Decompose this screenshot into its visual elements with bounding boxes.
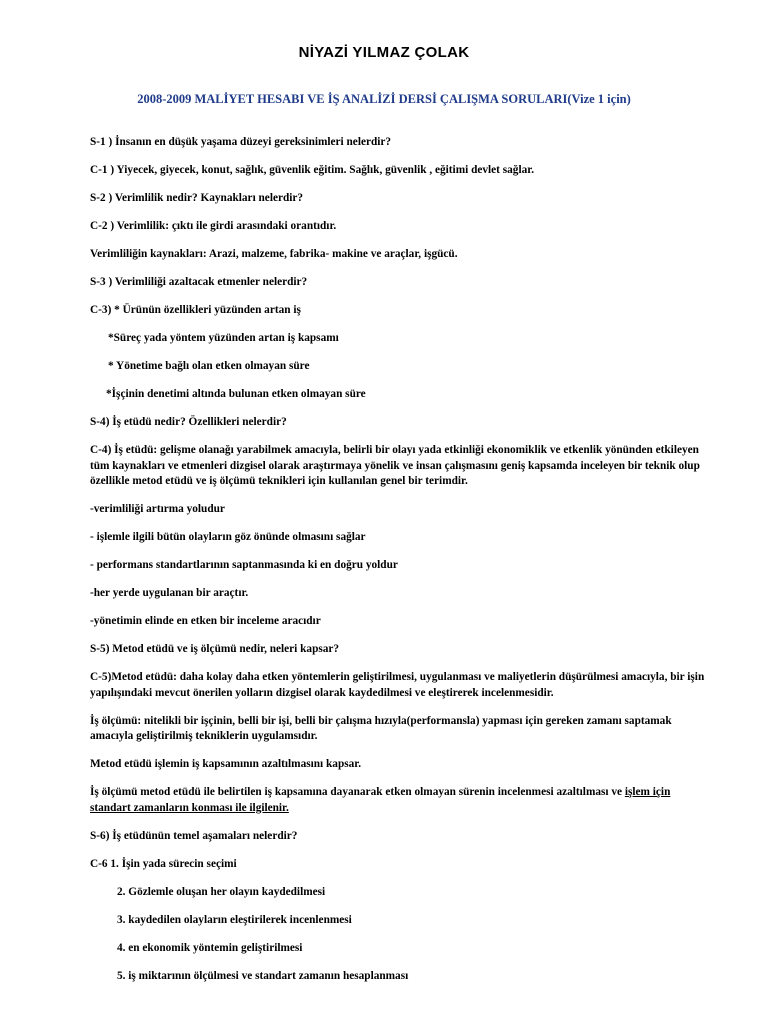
course-title: 2008-2009 MALİYET HESABI VE İŞ ANALİZİ DERSİ ÇALIŞMA SORULARI(Vize 1 için) xyxy=(137,92,631,106)
question-5: S-5) Metod etüdü ve iş ölçümü nedir, neleri kapsar? xyxy=(90,643,340,655)
answer-6-step-4: 4. en ekonomik yöntemin geliştirilmesi xyxy=(117,941,303,954)
question-6: S-6) İş etüdünün temel aşamaları nelerdir? xyxy=(90,829,298,842)
question-1: S-1 ) İnsanın en düşük yaşama düzeyi gereksinimleri nelerdir? xyxy=(90,136,392,148)
answer-5-underlined-text: işlem için standart zamanların konması ile ilgilenir. xyxy=(90,786,671,814)
answer-2: C-2 ) Verimlilik: çıktı ile girdi arasındaki orantıdır. xyxy=(90,220,337,232)
answer-1: C-1 ) Yiyecek, giyecek, konut, sağlık, güvenlik eğitim. Sağlık, güvenlik , eğitimi devlet sağlar. xyxy=(90,164,535,176)
question-4: S-4) İş etüdü nedir? Özellikleri nelerdir? xyxy=(90,416,287,428)
question-3: S-3 ) Verimliliği azaltacak etmenler nelerdir? xyxy=(90,276,308,288)
answer-5-text: İş ölçümü metod etüdü ile belirtilen iş kapsamına dayanarak etken olmayan sürenin incelenmesi azaltılması ve xyxy=(90,786,625,798)
answer-5-is-olcumu-scope xyxy=(90,785,705,816)
answer-6-step-1: C-6 1. İşin yada sürecin seçimi xyxy=(90,857,237,870)
answer-6-step-2: 2. Gözlemle oluşan her olayın kaydedilmesi xyxy=(117,885,326,898)
answer-4-bullet-1: -verimliliği artırma yoludur xyxy=(90,503,225,515)
answer-3-item-4: *İşçinin denetimi altında bulunan etken olmayan süre xyxy=(106,388,366,400)
answer-4-bullet-3: - performans standartlarının saptanmasında ki en doğru yoldur xyxy=(90,559,398,571)
answer-4-bullet-5: -yönetimin elinde en etken bir inceleme aracıdır xyxy=(90,615,321,627)
answer-4-bullet-4: -her yerde uygulanan bir araçtır. xyxy=(90,587,249,599)
answer-5-metod-scope: Metod etüdü işlemin iş kapsamının azaltılmasını kapsar. xyxy=(90,758,362,770)
answer-2-sources: Verimliliğin kaynakları: Arazi, malzeme, fabrika- makine ve araçlar, işgücü. xyxy=(90,248,458,260)
answer-4-bullet-2: - işlemle ilgili bütün olayların göz önünde olmasını sağlar xyxy=(90,531,366,543)
answer-5-is-olcumu: İş ölçümü: nitelikli bir işçinin, belli bir işi, belli bir çalışma hızıyla(performansla) yapması için gereken zamanı saptamak amacıyla geliştirilmiş tekniklerin uygulamsıdır. xyxy=(90,714,672,742)
answer-6-step-5: 5. iş miktarının ölçülmesi ve standart zamanın hesaplanması xyxy=(117,969,409,982)
author-name: NİYAZİ YILMAZ ÇOLAK xyxy=(298,44,470,61)
answer-4: C-4) İş etüdü: gelişme olanağı yarabilmek amacıyla, belirli bir olayı yada etkinliği ekonomiklik ve etkenlik yönünden etkileyen tüm kaynakları ve etmenleri dizgisel olarak araştırmaya yönelik ve insan çalışmasını geniş kapsamda inceleyen bir teknik olup özellikle metod etüdü ve iş ölçümü teknikleri için kullanılan genel bir terimdir. xyxy=(90,444,700,487)
answer-3-item-1: C-3) * Ürünün özellikleri yüzünden artan iş xyxy=(90,304,301,316)
question-2: S-2 ) Verimlilik nedir? Kaynakları nelerdir? xyxy=(90,192,304,204)
document-body xyxy=(90,135,705,997)
answer-5-metod: C-5)Metod etüdü: daha kolay daha etken yöntemlerin geliştirilmesi, uygulanması ve maliyetlerin düşürülmesi amacıyla, bir işin yapılışındaki mevcut önerilen yolların dizgisel olarak kaydedilmesi ve eleştirerek incelenmesidir. xyxy=(90,671,705,699)
answer-6-step-3: 3. kaydedilen olayların eleştirilerek incenlenmesi xyxy=(117,913,352,926)
answer-3-item-2: *Süreç yada yöntem yüzünden artan iş kapsamı xyxy=(108,332,339,344)
answer-3-item-3: * Yönetime bağlı olan etken olmayan süre xyxy=(108,360,310,372)
